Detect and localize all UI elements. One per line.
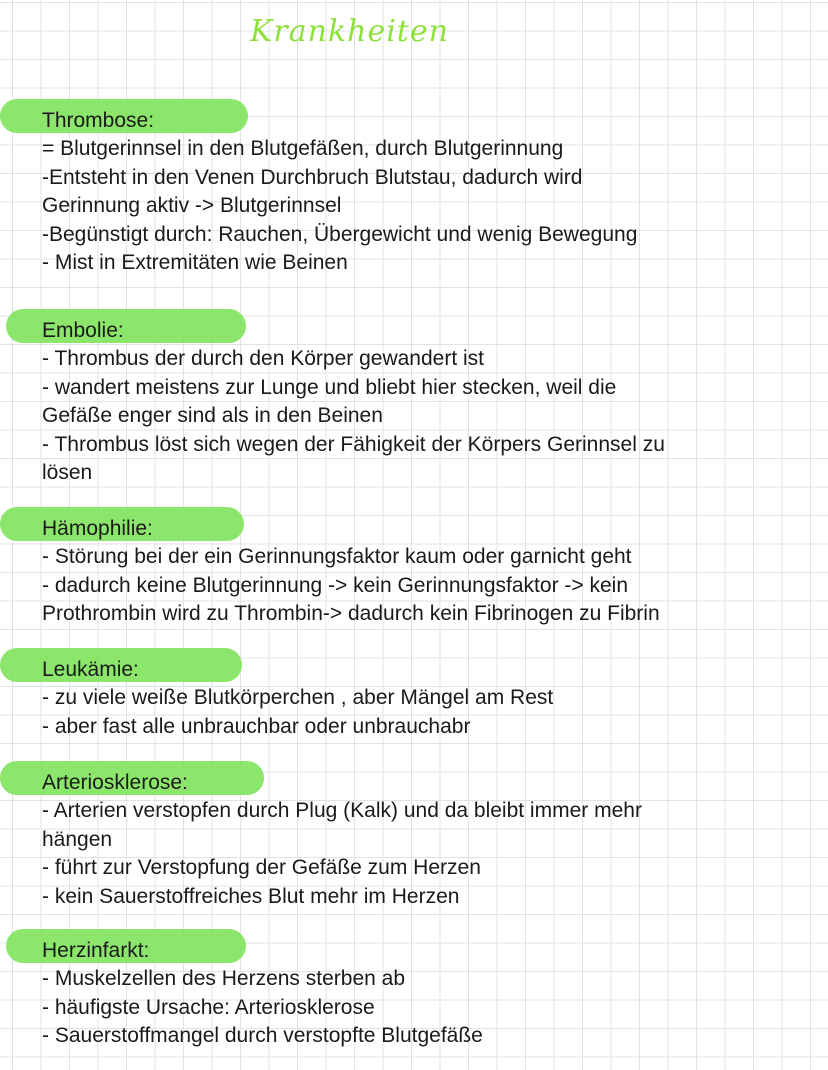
note-line: - dadurch keine Blutgerinnung -> kein Gerinnungsfaktor -> kein (42, 573, 629, 597)
note-line: - zu viele weiße Blutkörperchen , aber Mängel am Rest (42, 686, 554, 709)
note-line: - kein Sauerstoffreiches Blut mehr im Herzen (42, 884, 460, 908)
note-line: - Mist in Extremitäten wie Beinen (42, 251, 348, 274)
note-line: - Muskelzellen des Herzens sterben ab (42, 967, 406, 990)
section-haemophilie (0, 505, 828, 625)
page-title: Krankheiten (250, 14, 449, 49)
note-line: - aber fast alle unbrauchbar oder unbrauchabr (42, 714, 471, 738)
section-body (42, 684, 822, 741)
note-line: - Sauerstoffmangel durch verstopfte Blutgefäße (42, 1024, 483, 1047)
section-embolie (0, 307, 828, 484)
note-line: = Blutgerinnsel in den Blutgefäßen, durch Blutgerinnung (42, 137, 564, 160)
section-heading: Hämophilie: (42, 517, 153, 540)
section-heading: Embolie: (42, 319, 124, 342)
section-body (42, 345, 822, 488)
note-line: Gerinnung aktiv -> Blutgerinnsel (42, 194, 342, 217)
section-herzinfarkt (0, 927, 828, 1047)
section-heading: Herzinfarkt: (42, 939, 150, 962)
section-heading: Leukämie: (42, 658, 139, 681)
section-body (42, 135, 822, 278)
note-line: - Thrombus löst sich wegen der Fähigkeit der Körpers Gerinnsel zu (42, 432, 665, 456)
note-line: lösen (42, 461, 93, 484)
section-thrombose (0, 97, 828, 274)
note-line: - wandert meistens zur Lunge und bliebt hier stecken, weil die (42, 375, 617, 399)
note-line: -Begünstigt durch: Rauchen, Übergewicht und wenig Bewegung (42, 222, 638, 246)
section-leukaemie (0, 646, 828, 738)
section-heading: Arteriosklerose: (42, 771, 188, 794)
note-line: Gefäße enger sind als in den Beinen (42, 404, 383, 427)
note-line: - Thrombus der durch den Körper gewandert ist (42, 347, 485, 370)
note-line: -Entsteht in den Venen Durchbruch Blutstau, dadurch wird (42, 165, 583, 189)
section-arteriosklerose (0, 759, 828, 908)
section-body (42, 965, 822, 1051)
section-body (42, 543, 822, 629)
note-line: - Störung bei der ein Gerinnungsfaktor kaum oder garnicht geht (42, 545, 632, 568)
note-line: hängen (42, 827, 113, 851)
note-line: - häufigste Ursache: Arteriosklerose (42, 995, 375, 1019)
note-line: - Arterien verstopfen durch Plug (Kalk) und da bleibt immer mehr (42, 799, 642, 822)
note-line: - führt zur Verstopfung der Gefäße zum Herzen (42, 856, 481, 879)
note-line: Prothrombin wird zu Thrombin-> dadurch kein Fibrinogen zu Fibrin (42, 602, 660, 625)
section-body (42, 797, 822, 911)
section-heading: Thrombose: (42, 109, 155, 132)
